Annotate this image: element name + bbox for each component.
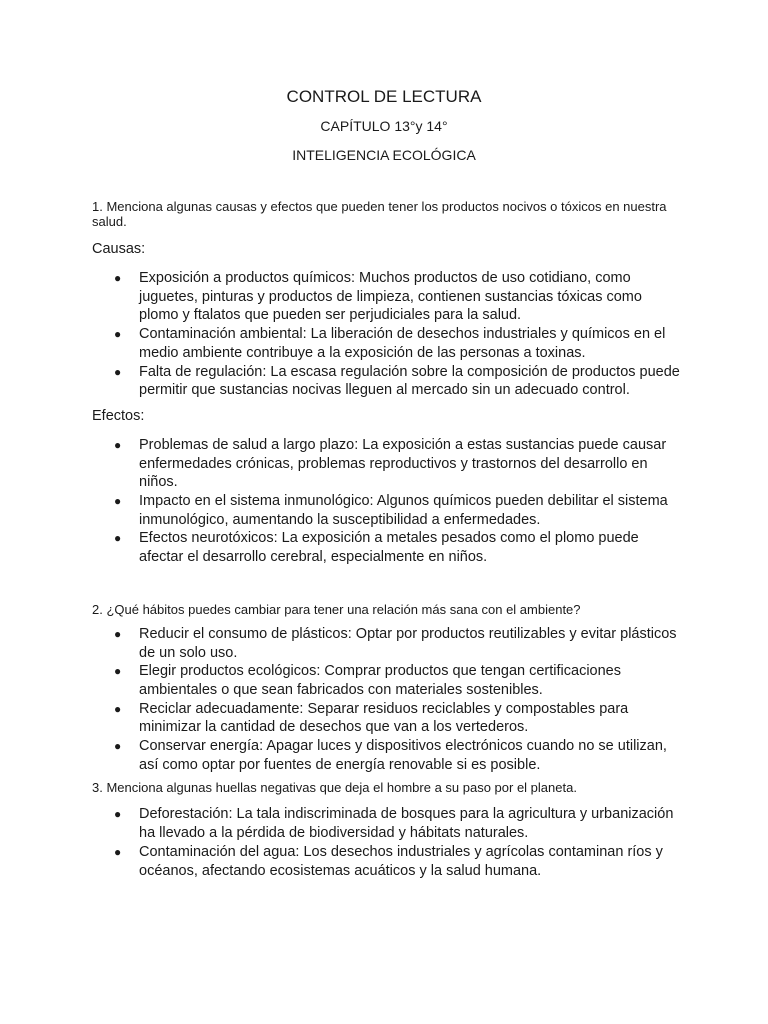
bullet-icon: ●	[114, 437, 122, 452]
list-item-text: Reducir el consumo de plásticos: Optar por productos reutilizables y evitar plásticos de un solo uso.	[139, 625, 677, 661]
list-item	[92, 700, 682, 737]
list-item	[92, 436, 682, 492]
bullet-icon: ●	[114, 739, 122, 754]
effects-list	[92, 436, 682, 567]
subject-subtitle: INTELIGENCIA ECOLÓGICA	[292, 147, 476, 163]
footprints-list	[92, 805, 682, 880]
list-item-text: Conservar energía: Apagar luces y dispositivos electrónicos cuando no se utilizan, así como optar por fuentes de energía renovable si es posible.	[139, 738, 667, 773]
list-item-text: Contaminación ambiental: La liberación de desechos industriales y químicos en el medio ambiente contribuye a la exposición de las personas a toxinas.	[139, 326, 666, 361]
bullet-icon: ●	[114, 701, 122, 716]
list-item-text: Falta de regulación: La escasa regulación sobre la composición de productos puede permitir que sustancias nocivas lleguen al mercado sin un adecuado control.	[139, 363, 680, 399]
list-item	[92, 492, 682, 529]
chapter-subtitle: CAPÍTULO 13°y 14°	[320, 118, 448, 134]
list-item	[92, 843, 682, 880]
question-1: 1. Menciona algunas causas y efectos que pueden tener los productos nocivos o tóxicos en nuestra salud.	[92, 199, 667, 229]
list-item	[92, 363, 682, 400]
bullet-icon: ●	[114, 626, 122, 641]
list-item-text: Efectos neurotóxicos: La exposición a metales pesados como el plomo puede afectar el desarrollo cerebral, especialmente en niños.	[139, 530, 639, 566]
bullet-icon: ●	[114, 844, 122, 859]
bullet-icon: ●	[114, 364, 122, 379]
document-body	[92, 199, 682, 880]
habits-list	[92, 625, 682, 775]
list-item	[92, 529, 682, 566]
document-title: CONTROL DE LECTURA	[286, 87, 482, 106]
list-item	[92, 662, 682, 699]
list-item	[92, 737, 682, 774]
bullet-icon: ●	[114, 271, 122, 285]
list-item-text: Exposición a productos químicos: Muchos productos de uso cotidiano, como juguetes, pinturas y productos de limpieza, contienen sustancias tóxicas como plomo y ftalatos que pueden ser perjudiciales para la salud.	[139, 270, 642, 324]
bullet-icon: ●	[114, 327, 122, 342]
list-item-text: Problemas de salud a largo plazo: La exposición a estas sustancias puede causar enfermedades crónicas, problemas reproductivos y trastornos del desarrollo en niños.	[139, 436, 667, 491]
causes-list	[92, 269, 682, 400]
list-item	[92, 325, 682, 362]
causes-label: Causas:	[92, 241, 146, 257]
list-item-text: Contaminación del agua: Los desechos industriales y agrícolas contaminan ríos y océanos, afectando ecosistemas acuáticos y la salud humana.	[139, 843, 663, 879]
effects-label: Efectos:	[92, 407, 145, 424]
question-2: 2. ¿Qué hábitos puedes cambiar para tener una relación más sana con el ambiente?	[92, 601, 581, 617]
list-item-text: Impacto en el sistema inmunológico: Algunos químicos pueden debilitar el sistema inmunológico, aumentando la susceptibilidad a enfermedades.	[139, 493, 668, 528]
list-item	[92, 625, 682, 662]
list-item-text: Reciclar adecuadamente: Separar residuos reciclables y compostables para minimizar la cantidad de desechos que van a los vertederos.	[139, 700, 629, 736]
bullet-icon: ●	[114, 531, 122, 546]
list-item	[92, 269, 682, 325]
list-item-text: Deforestación: La tala indiscriminada de bosques para la agricultura y urbanización ha llevado a la pérdida de biodiversidad y hábitats naturales.	[139, 806, 674, 842]
list-item	[92, 805, 682, 842]
bullet-icon: ●	[114, 494, 122, 509]
list-item-text: Elegir productos ecológicos: Comprar productos que tengan certificaciones ambientales o que sean fabricados con materiales sostenibles.	[139, 663, 621, 698]
question-3: 3. Menciona algunas huellas negativas que deja el hombre a su paso por el planeta.	[92, 780, 577, 796]
bullet-icon: ●	[114, 664, 122, 679]
bullet-icon: ●	[114, 807, 122, 822]
